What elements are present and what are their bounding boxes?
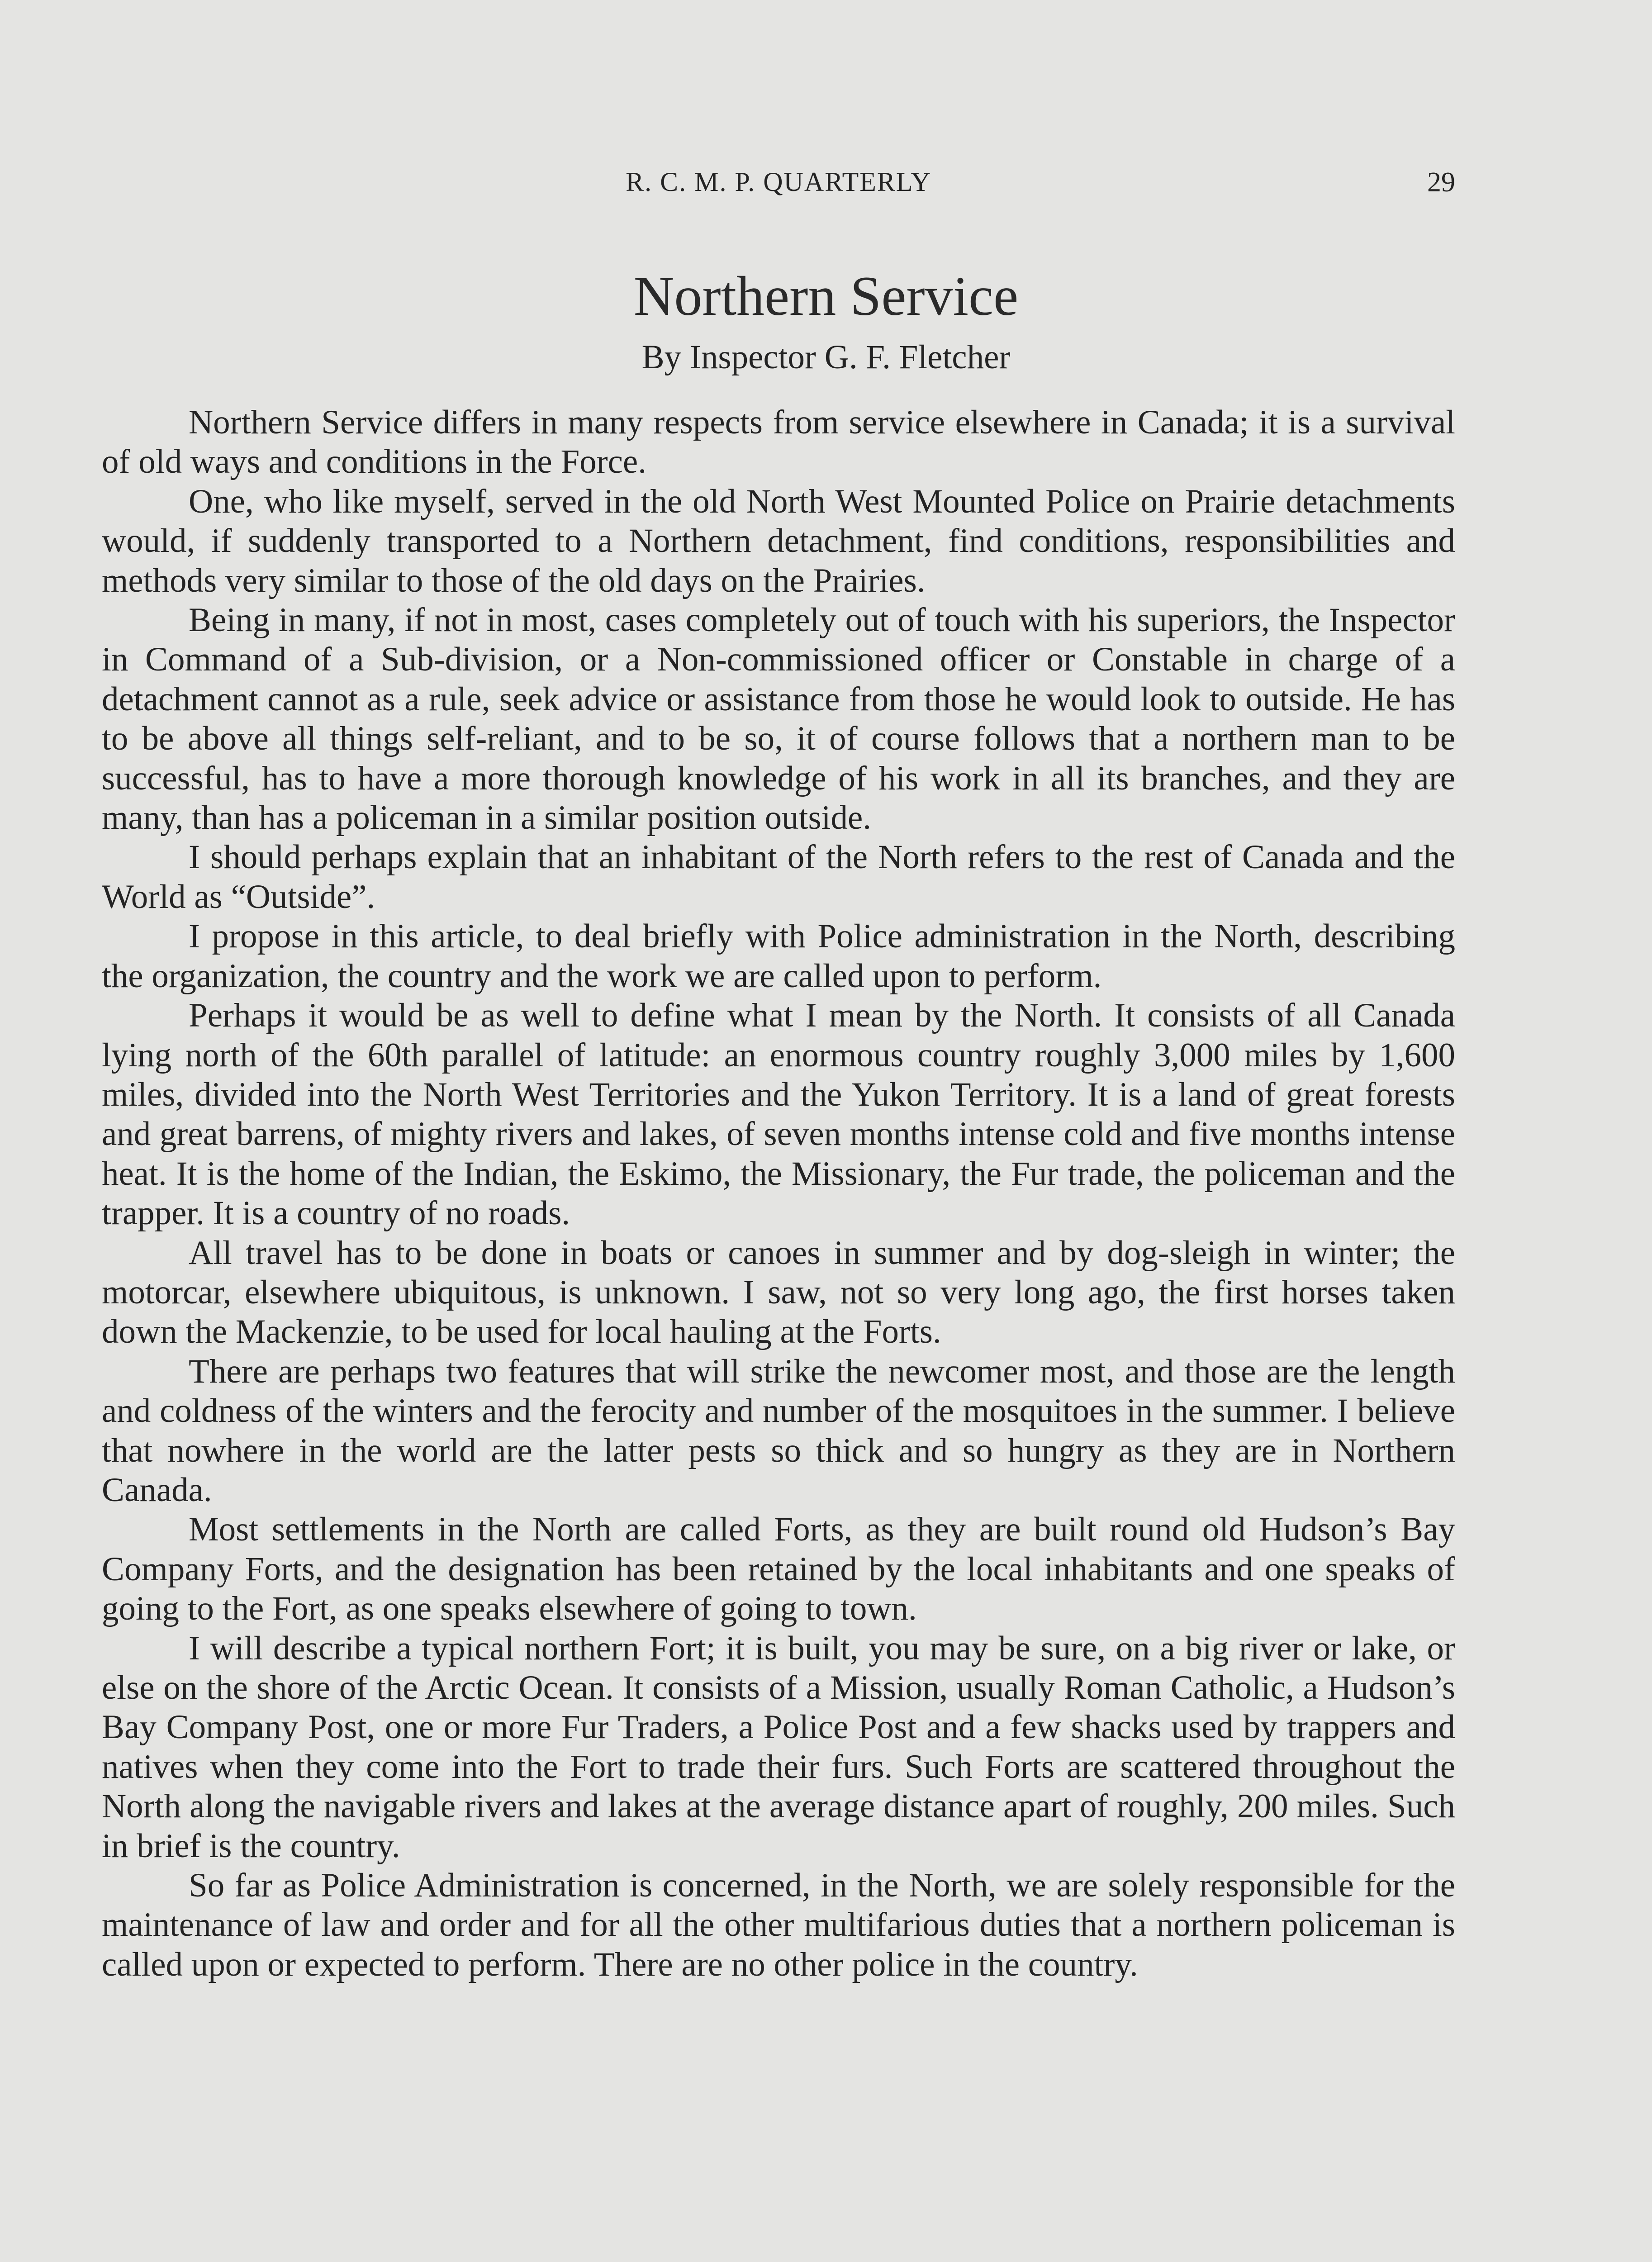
page-number: 29 xyxy=(1427,167,1455,198)
body-paragraph: One, who like myself, served in the old North West Mounted Police on Prairie detachments would, if suddenly transported to a Northern detachment, find conditions, responsibilities and methods very similar to those of the old days on the Prairies. xyxy=(102,482,1455,599)
body-paragraph: I should perhaps explain that an inhabitant of the North refers to the rest of Canada and the World as “Outside”. xyxy=(102,838,1455,916)
body-paragraph: I will describe a typical northern Fort; it is built, you may be sure, on a big river or lake, or else on the shore of the Arctic Ocean. It consists of a Mission, usually Roman Catholic, a Hudson’s Bay Company Post, one or more Fur Traders, a Police Post and a few shacks used by trappers and natives when they come into the Fort to trade their furs. Such Forts are scattered throughout the North along the navigable rivers and lakes at the average distance apart of roughly, 200 miles. Such in brief is the country. xyxy=(102,1629,1455,1865)
body-paragraph: Perhaps it would be as well to define what I mean by the North. It consists of all Canada lying north of the 60th parallel of latitude: an enormous country roughly 3,000 miles by 1,600 miles, divided into the North West Territories and the Yukon Territory. It is a land of great forests and great barrens, of mighty rivers and lakes, of seven months intense cold and five months intense heat. It is the home of the Indian, the Eskimo, the Missionary, the Fur trade, the policeman and the trapper. It is a country of no roads. xyxy=(102,997,1455,1232)
article-title: Northern Service xyxy=(633,265,1019,327)
body-paragraph: Northern Service differs in many respects from service elsewhere in Canada; it is a survival of old ways and conditions in the Force. xyxy=(102,404,1455,481)
body-paragraph: So far as Police Administration is concerned, in the North, we are solely responsible for the maintenance of law and order and for all the other multifarious duties that a northern policeman is called upon or expected to perform. There are no other police in the country. xyxy=(102,1867,1455,1983)
article-body xyxy=(102,403,1455,1984)
body-paragraph: There are perhaps two features that will strike the newcomer most, and those are the length and coldness of the winters and the ferocity and number of the mosquitoes in the summer. I believe that nowhere in the world are the latter pests so thick and so hungry as they are in Northern Canada. xyxy=(102,1352,1455,1509)
journal-title: R. C. M. P. QUARTERLY xyxy=(626,167,931,197)
article-byline: By Inspector G. F. Fletcher xyxy=(641,338,1011,376)
running-head xyxy=(102,166,1455,207)
body-paragraph: Being in many, if not in most, cases completely out of touch with his superiors, the Inspector in Command of a Sub-division, or a Non-commissioned officer or Constable in charge of a detachment cannot as a rule, seek advice or assistance from those he would look to outside. He has to be above all things self-reliant, and to be so, it of course follows that a northern man to be successful, has to have a more thorough knowledge of his work in all its branches, and they are many, than has a policeman in a similar position outside. xyxy=(102,601,1455,837)
body-paragraph: Most settlements in the North are called Forts, as they are built round old Hudson’s Bay Company Forts, and the designation has been retained by the local inhabitants and one speaks of going to the Fort, as one speaks elsewhere of going to town. xyxy=(102,1511,1455,1628)
body-paragraph: All travel has to be done in boats or canoes in summer and by dog-sleigh in winter; the motorcar, elsewhere ubiquitous, is unknown. I saw, not so very long ago, the first horses taken down the Mackenzie, to be used for local hauling at the Forts. xyxy=(102,1234,1455,1351)
body-paragraph: I propose in this article, to deal briefly with Police administration in the North, describing the organization, the country and the work we are called upon to perform. xyxy=(102,917,1455,995)
